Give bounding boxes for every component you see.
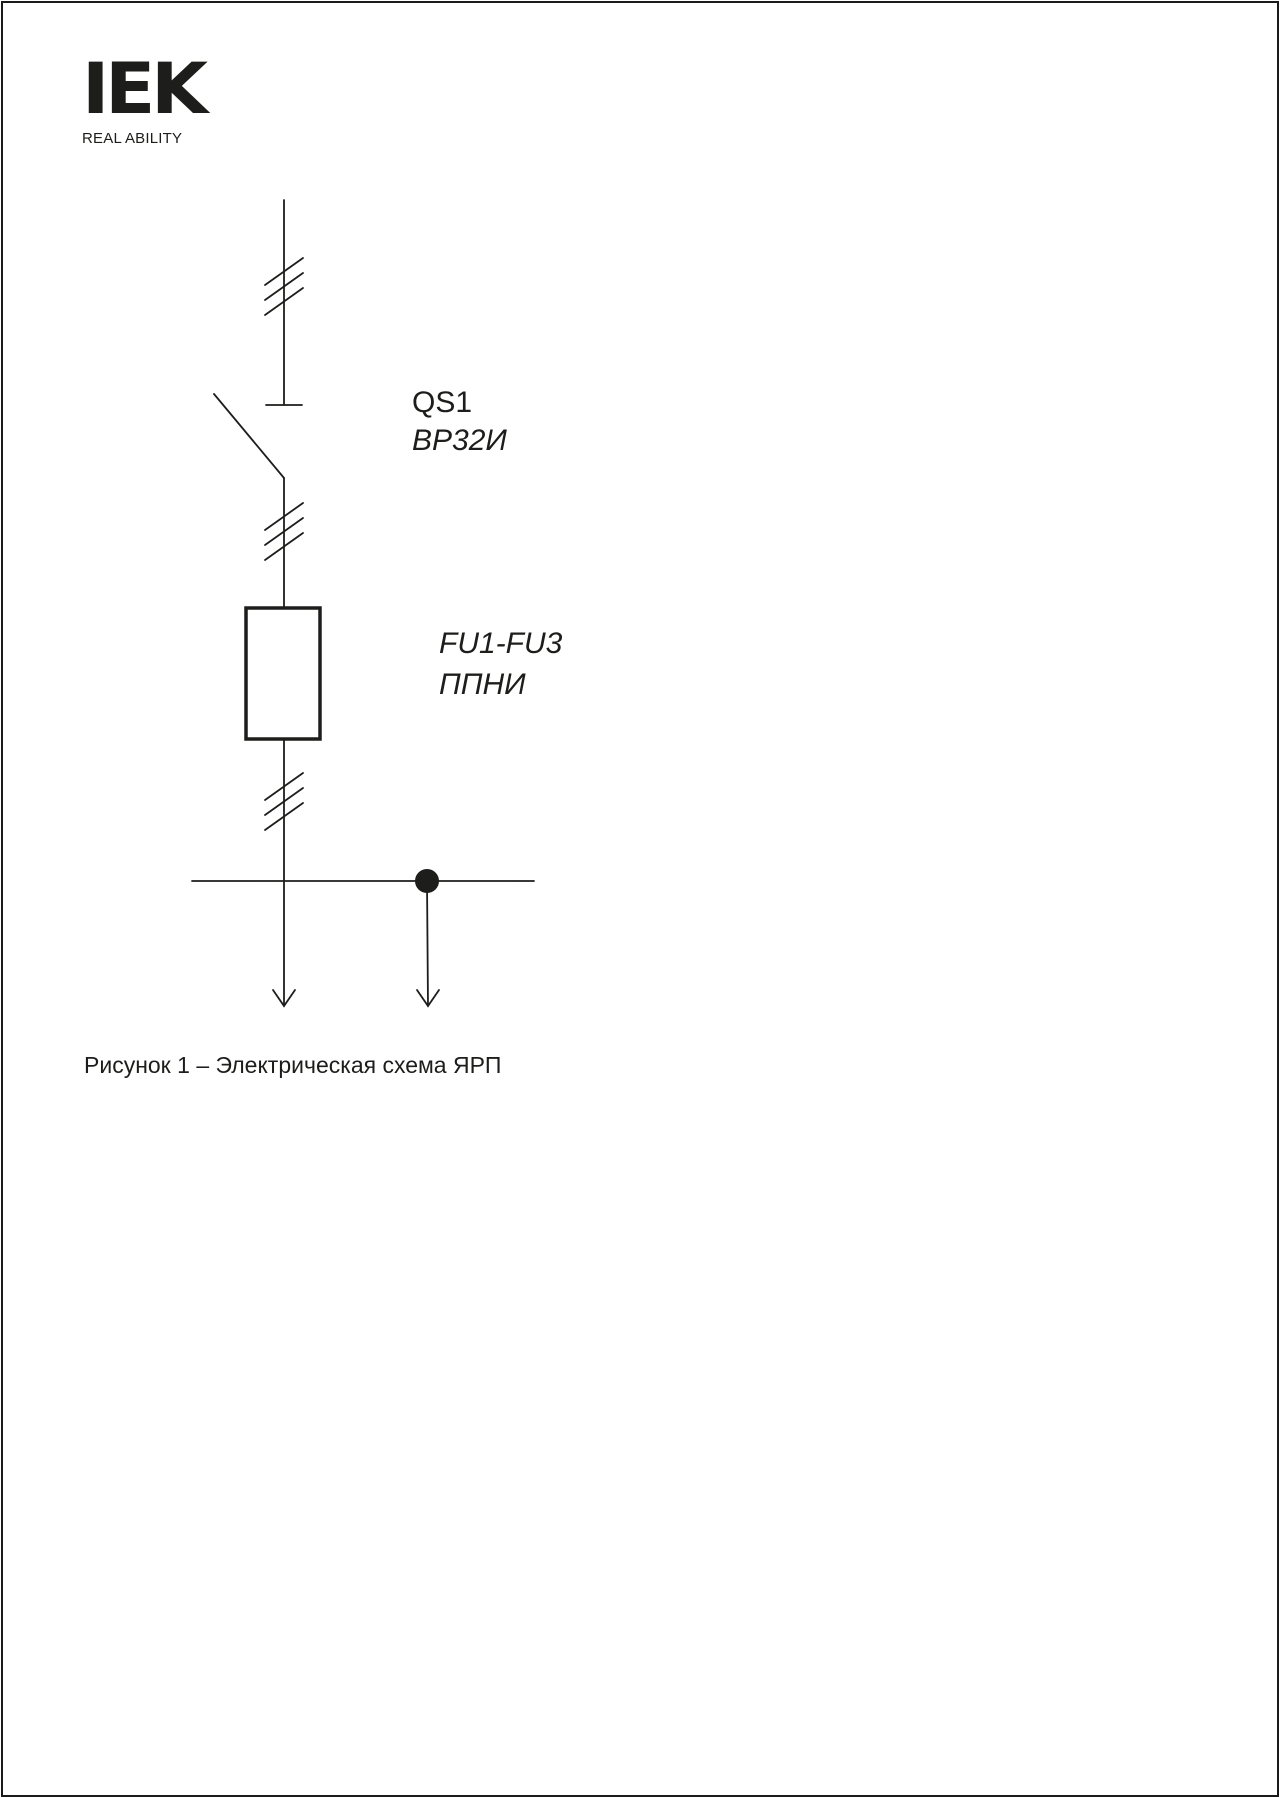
switch-blade xyxy=(214,394,284,478)
neutral-output-line xyxy=(427,881,428,1006)
fuse-symbol xyxy=(246,608,320,739)
switch-designation: QS1 xyxy=(412,386,473,419)
fuse-type: ППНИ xyxy=(439,668,526,701)
fuse-designation: FU1-FU3 xyxy=(439,627,563,660)
logo-tagline: REAL ABILITY xyxy=(82,130,183,147)
switch-type: ВР32И xyxy=(412,424,507,457)
figure-caption: Рисунок 1 – Электрическая схема ЯРП xyxy=(84,1052,502,1078)
logo-mark: IEK xyxy=(82,48,204,130)
